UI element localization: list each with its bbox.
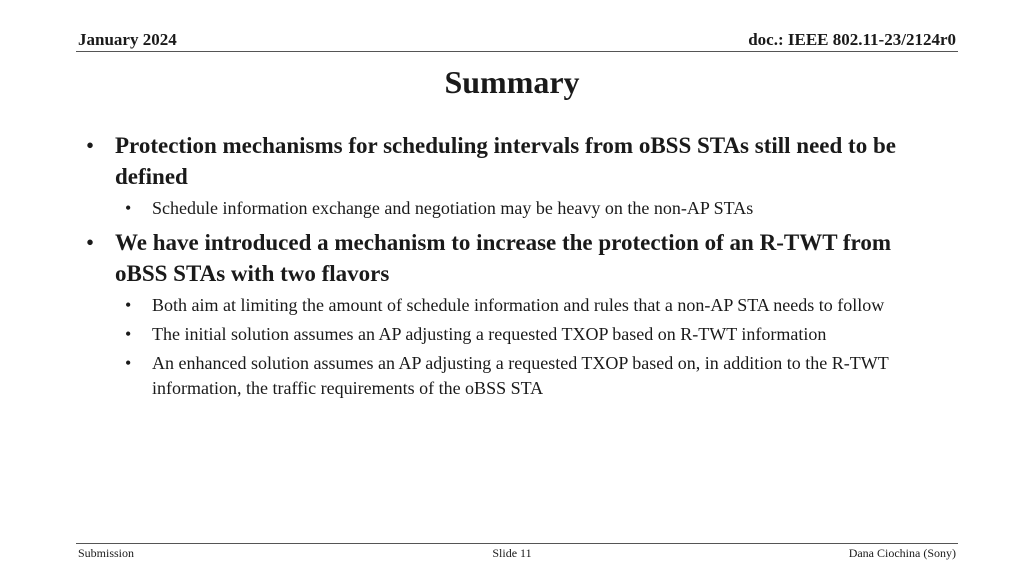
bullet-item xyxy=(86,130,946,192)
slide-title: Summary xyxy=(444,64,580,100)
bullet-icon: • xyxy=(86,133,95,158)
sub-bullet-text: An enhanced solution assumes an AP adjusting a requested TXOP based on, in addition to the R-TWT information, the traffic requirements of the oBSS STA xyxy=(152,353,889,398)
bullet-text: We have introduced a mechanism to increase the protection of an R-TWT from oBSS STAs with two flavors xyxy=(115,230,891,286)
header-date: January 2024 xyxy=(78,30,177,49)
sub-bullet-item xyxy=(125,293,946,318)
footer-author: Dana Ciochina (Sony) xyxy=(848,546,956,560)
bullet-item xyxy=(86,227,946,289)
header-divider xyxy=(76,51,958,52)
footer-slide-number: Slide 11 xyxy=(492,546,532,560)
header-doc-id: doc.: IEEE 802.11-23/2124r0 xyxy=(748,30,956,49)
sub-bullet-item xyxy=(125,322,946,347)
sub-bullet-icon: • xyxy=(125,295,132,315)
sub-bullet-text: Both aim at limiting the amount of schedule information and rules that a non-AP STA needs to follow xyxy=(152,295,885,315)
sub-bullet-item xyxy=(125,351,946,401)
sub-bullet-icon: • xyxy=(125,324,132,344)
bullet-text: Protection mechanisms for scheduling intervals from oBSS STAs still need to be defined xyxy=(115,133,896,189)
footer-submission: Submission xyxy=(78,546,135,560)
sub-bullet-text: Schedule information exchange and negotiation may be heavy on the non-AP STAs xyxy=(152,198,754,218)
footer-divider xyxy=(76,543,958,544)
slide-body xyxy=(86,130,946,401)
sub-bullet-item xyxy=(125,196,946,221)
bullet-icon: • xyxy=(86,230,95,255)
sub-bullet-text: The initial solution assumes an AP adjusting a requested TXOP based on R-TWT information xyxy=(152,324,827,344)
sub-bullet-icon: • xyxy=(125,353,132,373)
sub-bullet-icon: • xyxy=(125,198,132,218)
